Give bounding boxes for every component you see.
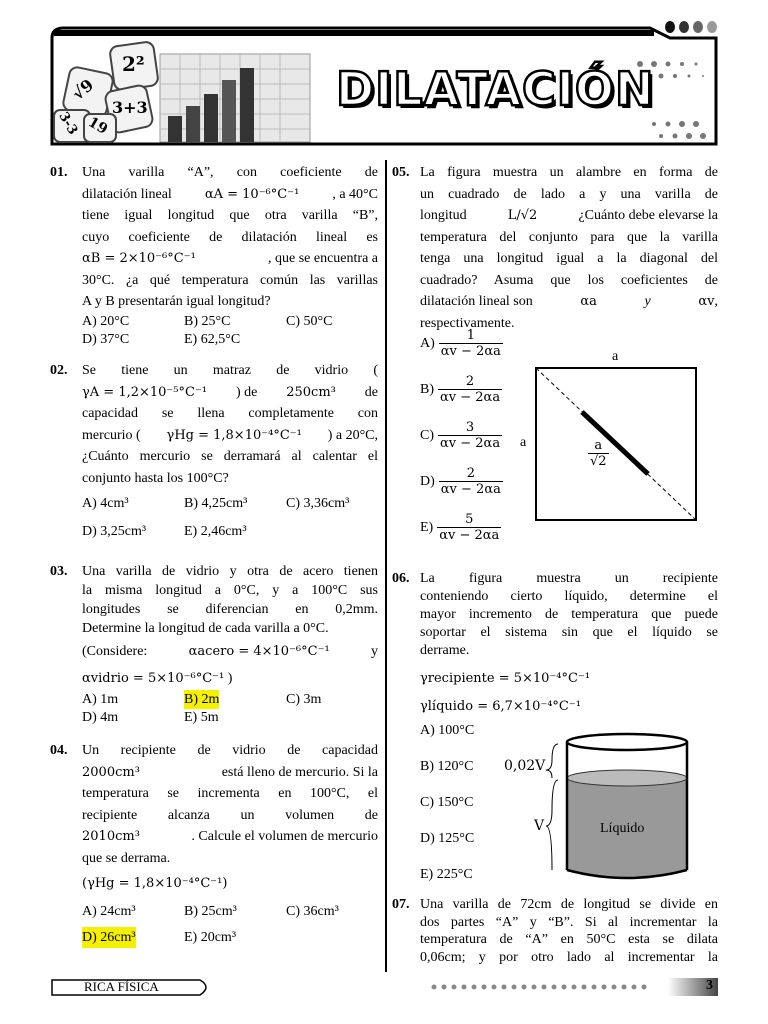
gamma-liquido-formula: γlíquido = 6,7×10⁻⁴°C⁻¹ — [420, 699, 581, 714]
gap-label: 0,02V — [504, 758, 546, 774]
alpha-b-formula: αB = 2×10⁻⁶°C⁻¹ — [82, 251, 196, 266]
gamma-recipiente-formula: γrecipiente = 5×10⁻⁴°C⁻¹ — [420, 671, 591, 686]
option-d-highlighted[interactable]: D) 26cm³ — [82, 927, 136, 949]
q05-line: longitud L/√2 ¿Cuánto debe elevarse la — [420, 208, 718, 223]
q04-line: que se derrama. — [82, 850, 171, 866]
corner-dots — [664, 20, 720, 39]
option-a[interactable]: A) 1m — [82, 692, 119, 707]
q07-line: temperatura de “A” en 50°C esta se dilata — [420, 932, 718, 947]
question-05 — [392, 162, 718, 334]
dice-labels — [50, 24, 160, 146]
q04-line: recipiente alcanza un volumen de — [82, 807, 378, 823]
question-number: 07. — [392, 897, 410, 912]
q02-line: γA = 1,2×10⁻⁵°C⁻¹ ) de 250cm³ de — [82, 382, 378, 404]
q02-line: capacidad se llena completamente con — [82, 406, 378, 421]
option-e[interactable]: E) 62,5°C — [184, 331, 241, 347]
q04-line: Un recipiente de vidrio de capacidad — [82, 743, 378, 758]
page-title: DILATACIÓN — [336, 62, 655, 116]
alpha-a-formula: αA = 10⁻⁶°C⁻¹ — [204, 186, 300, 202]
option-d[interactable]: D) 125°C — [420, 831, 475, 846]
option-d[interactable]: D) 37°C — [82, 331, 130, 347]
option-e[interactable]: E) $\frac{5}{\alpha v - 2\alpha a}$ — [420, 512, 500, 543]
liquid-label: Líquido — [600, 821, 645, 836]
q05-line: temperatura del conjunto para que la varilla — [420, 229, 718, 245]
gamma-a-formula: γA = 1,2×10⁻⁵°C⁻¹ — [82, 384, 208, 400]
option-b[interactable]: B) 25°C — [184, 313, 231, 329]
rod-length-label: $\frac{a}{√2}$ — [590, 438, 607, 469]
header-banner — [50, 24, 718, 146]
q04-line: 2010cm³ . Calcule el volumen de mercurio — [82, 829, 378, 844]
square-wire-figure — [516, 346, 706, 526]
q01-line: dilatación lineal αA = 10⁻⁶°C⁻¹ , a 40°C — [82, 184, 378, 206]
q05-line: dilatación lineal son αa y αv, — [420, 294, 718, 309]
q01-line: 30°C. ¿a qué temperatura común las varillas — [82, 272, 378, 288]
gamma-hg-formula: (γHg = 1,8×10⁻⁴°C⁻¹) — [82, 876, 228, 891]
die-label: 3+3 — [112, 98, 148, 117]
question-number: 03. — [50, 564, 68, 579]
die-label: 3-3 — [55, 109, 81, 138]
option-b[interactable]: B) 120°C — [420, 759, 474, 774]
option-a[interactable]: A) $\frac{1}{\alpha v - 2\alpha a}$ — [420, 328, 501, 359]
q03-line: (Considere: αacero = 4×10⁻⁶°C⁻¹ y — [82, 644, 378, 659]
chart-graphic-icon — [160, 54, 310, 142]
option-a[interactable]: A) 4cm³ — [82, 496, 129, 511]
footer-label: RICA FÍSICA — [84, 979, 159, 994]
q01-line: αB = 2×10⁻⁶°C⁻¹ , que se encuentra a — [82, 248, 378, 270]
q05-line: La figura muestra un alambre en forma de — [420, 165, 718, 180]
q07-line: dos partes “A” y “B”. Si al incrementar la — [420, 914, 718, 930]
option-e[interactable]: E) 225°C — [420, 867, 473, 882]
question-07 — [392, 896, 718, 966]
side-label-left: a — [520, 435, 527, 450]
q03-line: Una varilla de vidrio y otra de acero tienen — [82, 564, 378, 579]
q06-line: derrame. — [420, 643, 470, 658]
option-e[interactable]: E) 5m — [184, 710, 219, 725]
q05-line: cuadrado? Asuma que los coeficientes de — [420, 272, 718, 288]
question-number: 01. — [50, 165, 68, 180]
q01-line: A y B presentarán igual longitud? — [82, 294, 271, 309]
option-d[interactable]: D) 3,25cm³ — [82, 524, 147, 539]
column-divider — [385, 160, 387, 972]
q02-line: mercurio ( γHg = 1,8×10⁻⁴°C⁻¹ ) a 20°C, — [82, 425, 378, 447]
gamma-hg-formula: γHg = 1,8×10⁻⁴°C⁻¹ — [166, 427, 302, 443]
q03-line: αvidrio = 5×10⁻⁶°C⁻¹ ) — [82, 671, 233, 686]
die-label: 19 — [85, 114, 111, 138]
q02-line: conjunto hasta los 100°C? — [82, 470, 229, 486]
q06-line: mayor incremento de temperatura que puede — [420, 607, 718, 622]
q03-line: la misma longitud a 0°C, y a 100°C sus — [82, 583, 378, 598]
page-number: 3 — [706, 978, 713, 993]
alpha-acero-formula: αacero = 4×10⁻⁶°C⁻¹ — [188, 644, 330, 659]
option-a[interactable]: A) 100°C — [420, 723, 475, 738]
option-b-highlighted[interactable]: B) 2m — [184, 692, 220, 707]
option-d[interactable]: D) 4m — [82, 710, 119, 725]
q02-line: Se tiene un matraz de vidrio ( — [82, 363, 378, 378]
option-c[interactable]: C) 3m — [286, 692, 322, 707]
volume-label: V — [534, 818, 545, 834]
question-number: 06. — [392, 571, 410, 586]
q01-line: cuyo coeficiente de dilatación lineal es — [82, 229, 378, 245]
q01-line: Una varilla “A”, con coeficiente de — [82, 165, 378, 180]
q04-line: 2000cm³ está lleno de mercurio. Si la — [82, 764, 378, 780]
option-a[interactable]: A) 24cm³ — [82, 903, 136, 919]
option-b[interactable]: B) $\frac{2}{\alpha v - 2\alpha a}$ — [420, 374, 501, 405]
option-c[interactable]: C) 36cm³ — [286, 903, 339, 919]
q01-line: tiene igual longitud que otra varilla “B”, — [82, 208, 378, 223]
side-label-top: a — [612, 349, 619, 364]
option-b[interactable]: B) 25cm³ — [184, 903, 237, 919]
q05-line: respectivamente. — [420, 315, 515, 331]
question-number: 02. — [50, 363, 68, 378]
option-e[interactable]: E) 2,46cm³ — [184, 524, 247, 539]
die-label: √9 — [68, 75, 98, 104]
q03-line: longitudes se diferencian en 0,2mm. — [82, 602, 378, 617]
question-02 — [50, 360, 378, 549]
question-03 — [50, 562, 378, 730]
question-01 — [50, 162, 378, 353]
q07-line: 0,06cm; y por otro lado al incrementar la — [420, 949, 718, 965]
q05-line: un cuadrado de lado a y una varilla de — [420, 186, 718, 202]
option-b[interactable]: B) 4,25cm³ — [184, 496, 248, 511]
option-c[interactable]: C) 150°C — [420, 795, 474, 810]
q06-line: soportar el sistema sin que el líquido se — [420, 625, 718, 640]
q05-line: tenga una longitud igual a la diagonal del — [420, 251, 718, 266]
q03-line: Determine la longitud de cada varilla a 0°C. — [82, 621, 329, 636]
option-a[interactable]: A) 20°C — [82, 313, 130, 329]
footer — [50, 976, 720, 998]
option-d[interactable]: D) $\frac{2}{\alpha v - 2\alpha a}$ — [420, 466, 501, 497]
alpha-vidrio-formula: αvidrio = 5×10⁻⁶°C⁻¹ — [82, 671, 225, 686]
option-c[interactable]: C) 50°C — [286, 313, 333, 329]
q07-line: Una varilla de 72cm de longitud se divide en — [420, 897, 718, 912]
question-06 — [392, 570, 718, 716]
die-label: 2² — [122, 52, 145, 76]
question-04 — [50, 740, 378, 957]
option-c[interactable]: C) $\frac{3}{\alpha v - 2\alpha a}$ — [420, 420, 501, 451]
q06-line: La figura muestra un recipiente — [420, 571, 718, 586]
option-e[interactable]: E) 20cm³ — [184, 929, 237, 945]
question-number: 04. — [50, 743, 68, 758]
q06-line: conteniendo cierto líquido, determine el — [420, 589, 718, 604]
q04-line: temperatura se incrementa en 100°C, el — [82, 786, 378, 801]
option-c[interactable]: C) 3,36cm³ — [286, 496, 350, 511]
question-number: 05. — [392, 165, 410, 180]
container-figure — [500, 730, 700, 888]
q02-line: ¿Cuánto mercurio se derramará al calentar el — [82, 449, 378, 464]
